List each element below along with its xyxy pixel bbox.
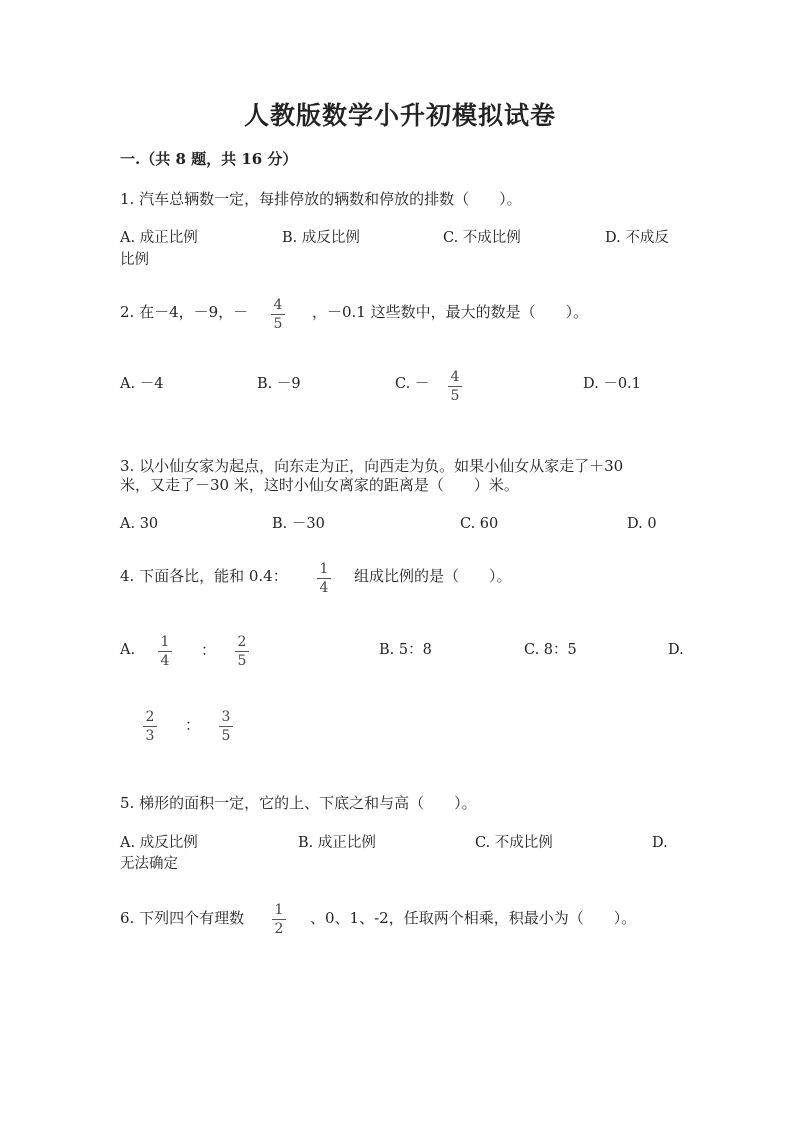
q4-a-f2-denominator: 5 [237,653,247,669]
fraction-bar [272,919,286,920]
fraction-bar [219,726,233,727]
q1-option-a[interactable]: A. 成正比例 [120,230,198,246]
q4-a-f2-numerator: 2 [237,634,247,650]
question-6-text-post: 、0、1、-2，任取两个相乘，积最小为（ ）。 [310,909,637,927]
q5-option-a[interactable]: A. 成反比例 [120,835,198,851]
fraction-bar [448,386,462,387]
question-1-text: 1. 汽车总辆数一定，每排停放的辆数和停放的排数（ ）。 [120,190,522,208]
q1-option-d-wrap: 比例 [120,252,149,268]
fraction-bar [143,726,157,727]
q4-option-d-colon: ： [185,716,201,734]
q4-a-f1-denominator: 4 [160,653,170,669]
question-6-text-pre: 6. 下列四个有理数 [120,909,245,927]
q5-option-c[interactable]: C. 不成比例 [475,835,553,851]
question-5-text: 5. 梯形的面积一定，它的上、下底之和与高（ ）。 [120,794,477,812]
q5-option-b[interactable]: B. 成正比例 [298,835,376,851]
q4-fraction [317,561,331,596]
q3-option-b[interactable]: B. －30 [272,516,325,532]
q4-option-a-fraction-1 [158,634,172,669]
question-2-text-post: ，－0.1 这些数中，最大的数是（ ）。 [312,303,589,321]
section-header: 一.（共 8 题，共 16 分） [120,150,298,168]
q4-option-a-fraction-2 [235,634,249,669]
q2-option-c-numerator: 4 [450,369,460,385]
q4-option-c[interactable]: C. 8：5 [524,642,577,658]
q1-option-c[interactable]: C. 不成比例 [443,230,521,246]
q4-fraction-numerator: 1 [319,561,329,577]
question-4-text-post: 组成比例的是（ ）。 [354,567,512,585]
q2-fraction [271,297,285,332]
fraction-bar [317,578,331,579]
question-3-line-1: 3. 以小仙女家为起点，向东走为正，向西走为负。如果小仙女从家走了＋30 [120,457,624,475]
q3-option-d[interactable]: D. 0 [627,516,657,532]
q2-option-c-denominator: 5 [450,388,460,404]
question-3-line-2: 米，又走了－30 米，这时小仙女离家的距离是（ ）米。 [120,476,519,494]
fraction-bar [235,651,249,652]
q4-option-d[interactable]: D. [668,642,684,658]
q2-fraction-denominator: 5 [273,316,283,332]
q3-option-c[interactable]: C. 60 [460,516,499,532]
q5-option-d-wrap: 无法确定 [120,856,178,872]
q4-option-d-fraction-2 [219,709,233,744]
page-title: 人教版数学小升初模拟试卷 [243,101,556,130]
q4-a-f1-numerator: 1 [160,634,170,650]
q4-fraction-denominator: 4 [319,580,329,596]
question-4-text-pre: 4. 下面各比，能和 0.4： [120,567,288,585]
q4-option-a[interactable]: A. [120,642,136,658]
q4-d-f2-numerator: 3 [221,709,231,725]
q4-d-f1-denominator: 3 [145,728,155,744]
q4-d-f2-denominator: 5 [221,728,231,744]
fraction-bar [271,314,285,315]
q6-fraction-numerator: 1 [274,902,284,918]
q6-fraction-denominator: 2 [274,921,284,937]
q1-option-b[interactable]: B. 成反比例 [282,230,360,246]
q5-option-d[interactable]: D. [652,835,668,851]
q4-option-d-fraction-1 [143,709,157,744]
q4-option-b[interactable]: B. 5：8 [379,642,432,658]
q4-d-f1-numerator: 2 [145,709,155,725]
fraction-bar [158,651,172,652]
q6-fraction [272,902,286,937]
q2-option-a[interactable]: A. －4 [120,376,164,392]
q1-option-d[interactable]: D. 不成反 [605,230,669,246]
q2-option-c[interactable]: C. － [395,376,430,392]
question-2-text-pre: 2. 在－4，－9，－ [120,303,249,321]
q2-option-c-fraction [448,369,462,404]
q2-option-d[interactable]: D. －0.1 [583,376,641,392]
q3-option-a[interactable]: A. 30 [120,516,159,532]
q2-fraction-numerator: 4 [273,297,283,313]
q4-option-a-colon: ： [201,641,217,659]
q2-option-b[interactable]: B. －9 [257,376,301,392]
